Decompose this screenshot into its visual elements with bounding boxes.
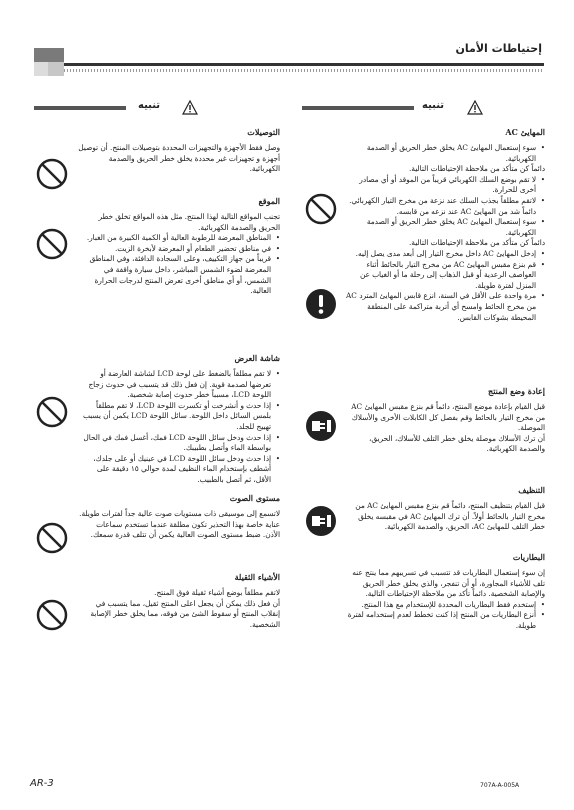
caution-banner-right	[302, 100, 544, 116]
corner-block-light	[48, 62, 64, 76]
bullet-text: • قم بنزع مقبس المهايئ AC من مخرج التيار بالحائط أثناء العواصف الرعدية أو قبل الذهاب إلى رحلة ما أو الغياب عن المنزل لفترة طويلة.	[345, 260, 545, 292]
prohibited-icon	[36, 158, 68, 190]
page-number: AR-3	[30, 778, 54, 789]
bullet-text: • لا تقم مطلقاً بالضغط على لوحة LCD لشاشة العارضة أو تعرضها لصدمة قوية. إن فعل ذلك قد يتسبب في حدوث زجاج اللوحة LCD، مسبباً خطر حدوث إصابة شخصية.	[78, 369, 280, 401]
caution-label: تنبيه	[138, 100, 161, 111]
section-heading: التنظيف	[518, 485, 545, 495]
body-text: قبل القيام بتنظيف المنتج، دائماً قم بنزع مقبس المهايئ AC من مخرج التيار بالحائط أولاً. أن ترك المهايئ AC في مقبسه يخلق خطر التلف للمهايئ AC، الحريق، والصدمة الكهربائية.	[355, 501, 545, 532]
section-heading: مستوى الصوت	[229, 493, 280, 503]
bullet-text: • أنزع البطاريات من المنتج إذا كنت تخطط لعدم إستخدامه لفترة طويلة.	[345, 610, 545, 631]
section-relocation	[345, 386, 545, 455]
section-cleaning	[345, 485, 545, 533]
body-text: لاتقم مطلقاً بوضع أشياء ثقيلة فوق المنتج.	[154, 588, 280, 597]
prohibited-icon	[305, 193, 337, 225]
warning-triangle-icon	[467, 100, 483, 115]
bullet-text: • لاتقم مطلقاً بجذب السلك عند نزعة من مخرج التيار الكهربائي. دائماً شد من المهايئ AC عند نزعه من قابسه.	[345, 196, 545, 217]
section-location	[78, 196, 280, 297]
note-text: دائماً كن متأكد من ملاحظة الإحتياطات التالية.	[408, 238, 545, 248]
body-text: أن ترك الأسلاك موصلة يخلق خطر التلف للأسلاك، الحريق، والصدمة الكهربائية.	[369, 433, 545, 454]
section-heading: الموقع	[258, 196, 280, 206]
bullet-text: • المناطق المعرضة للرطوبة العالية أو الكمية الكبيرة من الغبار.	[78, 233, 280, 244]
section-heavy-objects	[78, 572, 280, 630]
bullet-text: • لا تقم بوضع السلك الكهربائي قريباً من الموقد أو أي مصادر أخرى للحرارة.	[345, 175, 545, 196]
bullet-text: • في مناطق تحضير الطعام أو المعرضة لأبخرة الزيت.	[78, 244, 280, 255]
section-batteries	[345, 552, 545, 632]
section-lcd	[78, 353, 280, 486]
corner-block-mid	[34, 62, 48, 76]
header-dotted-rule	[64, 69, 544, 72]
bullet-text: • مرة واحدة على الأقل في السنة، انزع قابس المهايئ المترد AC من مخرج الحائط وامسح أي أتربة متراكمة على المنطقة المحيطة بشوكات القابس.	[345, 291, 545, 323]
prohibited-icon	[36, 396, 68, 428]
mandatory-icon	[305, 288, 337, 320]
bullet-text: • إذا حدث و أنشرخت أو تكسرت اللوحة LCD، لا تقم مطلقاً بلمس السائل داخل اللوحة. سائل اللوحة LCD يكمن أن يسبب تهييج للجلد.	[78, 401, 280, 433]
prohibited-icon	[36, 228, 68, 260]
banner-rule	[34, 106, 126, 110]
body-text: لاتسمع إلى موسيقى ذات مستويات صوت عالية جداً لفترات طويلة. عناية خاصة بهذا التحذير تكون مطلقة عندما تستخدم سماعات الأذن. ضبط مستوى الصوت العالية يكمن أن تتلف قدرة سمعك.	[79, 509, 280, 540]
body-text: تجنب المواقع التالية لهذا المنتج. مثل هذه المواقع تخلق خطر الحريق والصدمة الكهربائية.	[98, 212, 280, 232]
caution-banner-left	[34, 100, 282, 116]
unplug-icon	[305, 505, 337, 537]
section-heading: الأشياء الثقيلة	[234, 572, 280, 582]
note-text: دائماً كن متأكد من ملاحظة الإحتياطات التالية.	[408, 164, 545, 174]
section-volume	[78, 493, 280, 541]
section-heading: شاشة العرض	[234, 353, 280, 363]
bullet-text: • سوء إستعمال المهايئ AC يخلق خطر الحريق أو الصدمة الكهربائية.	[345, 143, 545, 164]
prohibited-icon	[36, 599, 68, 631]
section-heading: إعادة وضع المنتج	[488, 386, 545, 396]
bullet-text: • إذا حدث ودخل سائل اللوحة LCD فمك، أغسل فمك في الحال بواسطة الماء وأتصل بطبيبك.	[78, 433, 280, 454]
document-code: 707A-A-005A	[480, 782, 520, 789]
banner-rule	[302, 106, 414, 110]
bullet-text: • سوء إستعمال المهايئ AC يخلق خطر الحريق أو الصدمة الكهربائية.	[345, 217, 545, 238]
unplug-icon	[305, 410, 337, 442]
body-text: قبل القيام بإعادة موضع المنتج، دائماً قم بنزع مقبس المهايئ AC من مخرج التيار بالحائط وقم بفصل كل الكابلات الأخرى والأسلاك الموصلة.	[351, 402, 545, 433]
warning-triangle-icon	[182, 100, 198, 115]
section-ac-adaptor	[345, 127, 545, 323]
caution-label: تنبيه	[422, 100, 445, 111]
bullet-text: • إستخدم فقط البطاريات المحددة للإستخدام مع هذا المنتج.	[345, 600, 545, 611]
section-heading: المهايئ AC	[505, 127, 545, 137]
bullet-text: • إذا حدث ودخل سائل اللوحة LCD في عينيك أو على جلدك، أشطف بإستخدام الماء النظيف لمدة حوالي ١٥ دقيقة على الأقل، ثم أتصل بالطبيب.	[78, 454, 280, 486]
bullet-text: • قريباً من جهاز التكييف، وعلى السجادة الدافئة، وفي المناطق المعرضة لضوء الشمس المباشر، داخل سيارة واقفة في الشمس، أو أي مناطق أخرى تعرض المنتج لدرجات الحرارة العالية.	[78, 254, 280, 296]
body-text: وصل فقط الأجهزة والتجهيزات المحددة بتوصيلات المنتج. أن توصيل أجهزة و تجهيزات غير محددة يخلق خطر الحريق والصدمة الكهربائية.	[78, 143, 280, 174]
section-heading: التوصيلات	[247, 127, 280, 137]
bullet-text: • إدخل المهايئ AC داخل مخرج التيار إلى أبعد مدى يصل إليه.	[345, 249, 545, 260]
page-title: إحتياطات الأمان	[455, 42, 542, 55]
section-heading: البطاريات	[512, 552, 545, 562]
body-text: أن فعل ذلك يمكن أن يجعل اعلى المنتج ثقيل، مما يتسبب في إنقلاب المنتج أو سقوط الشئ من فوقه، مما يخلق خطر الإصابة الشخصية.	[90, 598, 280, 629]
prohibited-icon	[36, 522, 68, 554]
section-connections	[78, 127, 280, 175]
body-text: إن سوء إستعمال البطاريات قد تتسبب في تسريبهم مما ينتج عنه تلف للأشياء المجاورة، أو أن تنفجر، والذي يخلق خطر الحريق والإصابة الشخصية. دائماً تأكد من ملاحظة الإحتياطات التالية.	[352, 568, 545, 599]
